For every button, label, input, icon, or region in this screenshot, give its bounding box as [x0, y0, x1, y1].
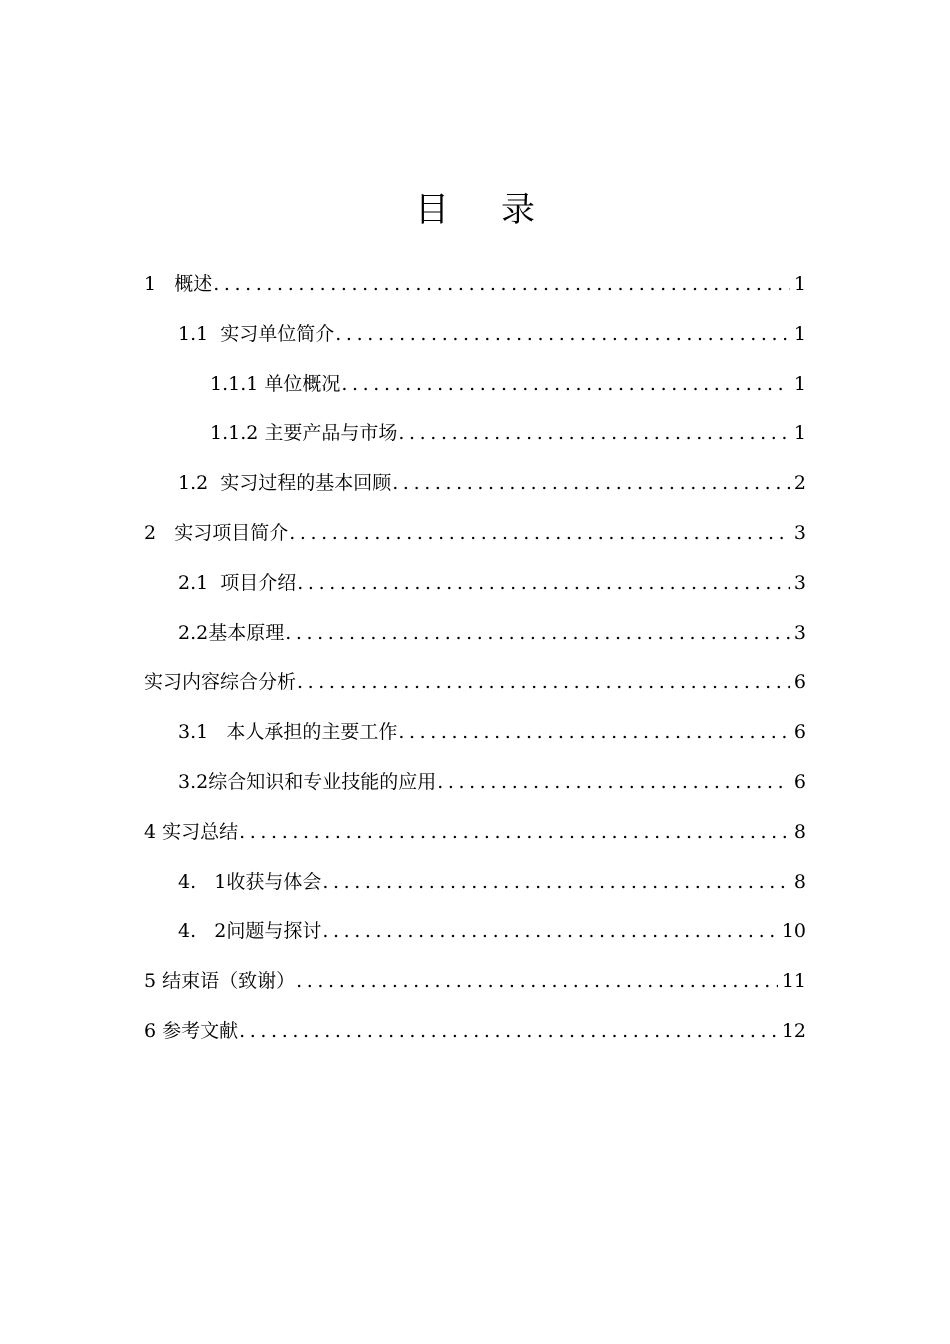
toc-entry[interactable]	[144, 658, 806, 708]
toc-entry-page: 3	[793, 521, 806, 544]
toc-entry-label: 2.1 项目介绍	[178, 571, 297, 594]
toc-entry-page: 6	[793, 671, 806, 694]
toc-entry-page: 1	[793, 422, 806, 445]
toc-entry-page: 11	[781, 970, 806, 993]
toc-entry[interactable]	[144, 559, 806, 609]
toc-entry-label: 实习内容综合分析	[144, 671, 297, 694]
toc-entry-page: 2	[793, 472, 806, 495]
toc-entry-page: 1	[793, 322, 806, 345]
toc-entry[interactable]	[144, 409, 806, 459]
toc-entry[interactable]	[144, 509, 806, 559]
toc-entry[interactable]	[144, 260, 806, 310]
toc-entry-page: 12	[781, 1019, 806, 1042]
toc-entry[interactable]	[144, 1007, 806, 1057]
toc-entry[interactable]	[144, 957, 806, 1007]
dot-leader	[341, 360, 790, 410]
toc-entry-page: 3	[793, 571, 806, 594]
toc-entry-label: 6 参考文献	[144, 1019, 239, 1042]
dot-leader	[398, 409, 790, 459]
toc-entry-label: 1 概述	[144, 273, 213, 295]
toc-entry[interactable]	[144, 708, 806, 758]
toc-entry-label: 1.1 实习单位简介	[178, 322, 335, 345]
toc-entry-label: 2.2基本原理	[178, 621, 285, 644]
toc-entry-label: 4. 2问题与探讨	[178, 920, 322, 943]
dot-leader	[285, 609, 790, 659]
toc-entry-label: 3.1 本人承担的主要工作	[178, 721, 398, 744]
dot-leader	[398, 708, 790, 758]
toc-entry-label: 2 实习项目简介	[144, 521, 289, 544]
toc-entry[interactable]	[144, 310, 806, 360]
toc-entry-label: 4. 1收获与体会	[178, 870, 322, 893]
dot-leader	[296, 957, 778, 1007]
toc-entry-page: 8	[793, 820, 806, 843]
dot-leader	[335, 310, 790, 360]
dot-leader	[437, 758, 790, 808]
dot-leader	[392, 459, 790, 509]
dot-leader	[213, 260, 790, 310]
toc-entry-label: 3.2综合知识和专业技能的应用	[178, 770, 437, 793]
dot-leader	[239, 1007, 778, 1057]
dot-leader	[239, 808, 790, 858]
toc-entry-page: 10	[781, 920, 806, 943]
toc-entry[interactable]	[144, 858, 806, 908]
toc-entry[interactable]	[144, 609, 806, 659]
dot-leader	[297, 658, 790, 708]
toc-entry[interactable]	[144, 808, 806, 858]
toc-entry-label: 1.1.1 单位概况	[210, 372, 341, 395]
toc-entry-page: 8	[793, 870, 806, 893]
toc-entry[interactable]	[144, 907, 806, 957]
dot-leader	[322, 907, 777, 957]
table-of-contents	[144, 260, 806, 1057]
toc-title: 目录	[415, 190, 587, 230]
toc-entry-label: 1.2 实习过程的基本回顾	[178, 472, 392, 495]
toc-entry[interactable]	[144, 459, 806, 509]
toc-entry-page: 3	[793, 621, 806, 644]
toc-entry[interactable]	[144, 758, 806, 808]
dot-leader	[322, 858, 790, 908]
toc-entry-label: 4 实习总结	[144, 820, 239, 843]
toc-entry-page: 6	[793, 770, 806, 793]
toc-entry-label: 5 结束语（致谢）	[144, 970, 296, 993]
dot-leader	[297, 559, 790, 609]
toc-entry-page: 1	[793, 273, 806, 295]
toc-entry-label: 1.1.2 主要产品与市场	[210, 422, 398, 445]
toc-entry[interactable]	[144, 360, 806, 410]
dot-leader	[289, 509, 790, 559]
toc-entry-page: 1	[793, 372, 806, 395]
toc-entry-page: 6	[793, 721, 806, 744]
